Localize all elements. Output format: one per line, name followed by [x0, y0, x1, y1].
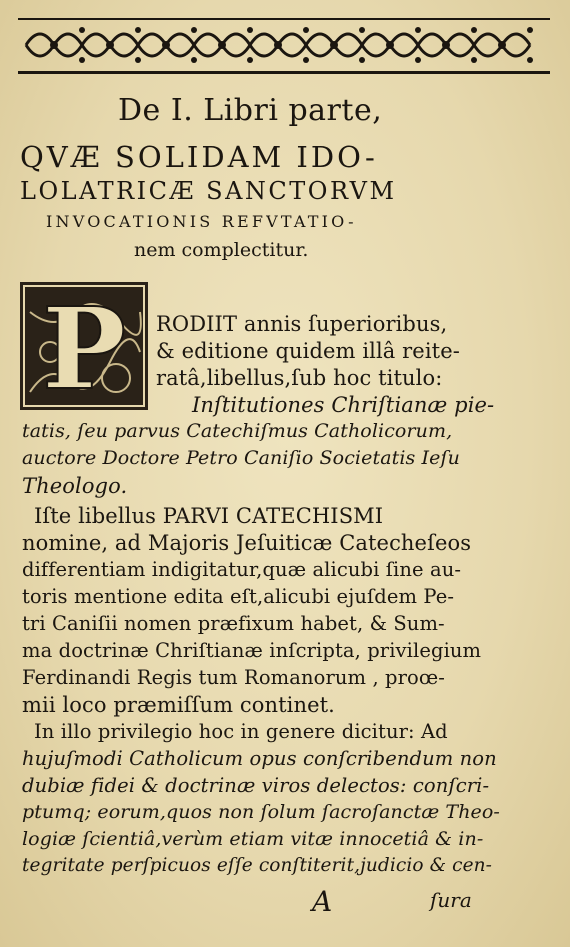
body-line-9: nomine, ad Majoris Jeſuiticæ Catecheſeos [22, 531, 472, 555]
body-line-13: ma doctrinæ Chriſtianæ inſcripta, privilegium [22, 639, 482, 662]
ornamental-header-band [18, 14, 550, 76]
body-line-15: mii loco præmiſſum continet. [22, 693, 335, 717]
body-line-7: Theologo. [22, 474, 128, 498]
body-line-20: logiæ ſcientiâ,verùm etiam vitæ innocetiâ & in- [22, 828, 484, 850]
svg-text:P: P [41, 284, 127, 410]
body-line-4: Inſtitutiones Chriſtianæ pie- [192, 393, 495, 417]
body-line-21: tegritate perſpicuos eſſe conſtiterit,judicio & cen- [22, 855, 493, 876]
title-line-4: nem complectitur. [134, 239, 309, 261]
body-line-8: Iſte libellus PARVI CATECHISMI [34, 504, 384, 528]
decorated-initial-letter [20, 282, 148, 410]
body-line-5: tatis, ſeu parvus Catechiſmus Catholicorum, [22, 420, 453, 442]
body-line-1: RODIIT annis ſuperioribus, [156, 312, 448, 336]
title-line-3: INVOCATIONIS REFVTATIO- [46, 212, 357, 231]
body-line-14: Ferdinandi Regis tum Romanorum , proœ- [22, 666, 445, 689]
body-line-19: ptumq; eorum,quos non ſolum ſacroſanctæ Theo- [22, 801, 500, 823]
body-line-18: dubiæ fidei & doctrinæ viros delectos: conſcri- [22, 774, 490, 797]
body-line-16: In illo privilegio hoc in genere dicitur: Ad [34, 720, 448, 743]
body-line-17: hujuſmodi Catholicum opus conſcribendum non [22, 747, 497, 770]
body-line-12: tri Caniſii nomen præfixum habet, & Sum- [22, 612, 445, 635]
body-line-2: & editione quidem illâ reite- [156, 339, 460, 363]
title-line-1: QVÆ SOLIDAM IDO- [20, 140, 378, 174]
signature-mark: A [312, 885, 333, 918]
title-line-2: LOLATRICÆ SANCTORVM [20, 177, 397, 205]
body-line-11: toris mentione edita eſt,alicubi ejuſdem Pe- [22, 585, 455, 608]
body-line-6: auctore Doctore Petro Caniſio Societatis Ieſu [22, 447, 460, 469]
catchword: ſura [430, 888, 472, 912]
section-heading: De I. Libri parte, [118, 93, 383, 128]
body-line-3: ratâ,libellus,ſub hoc titulo: [156, 366, 443, 390]
body-line-10: differentiam indigitatur,quæ alicubi ſine au- [22, 558, 462, 581]
